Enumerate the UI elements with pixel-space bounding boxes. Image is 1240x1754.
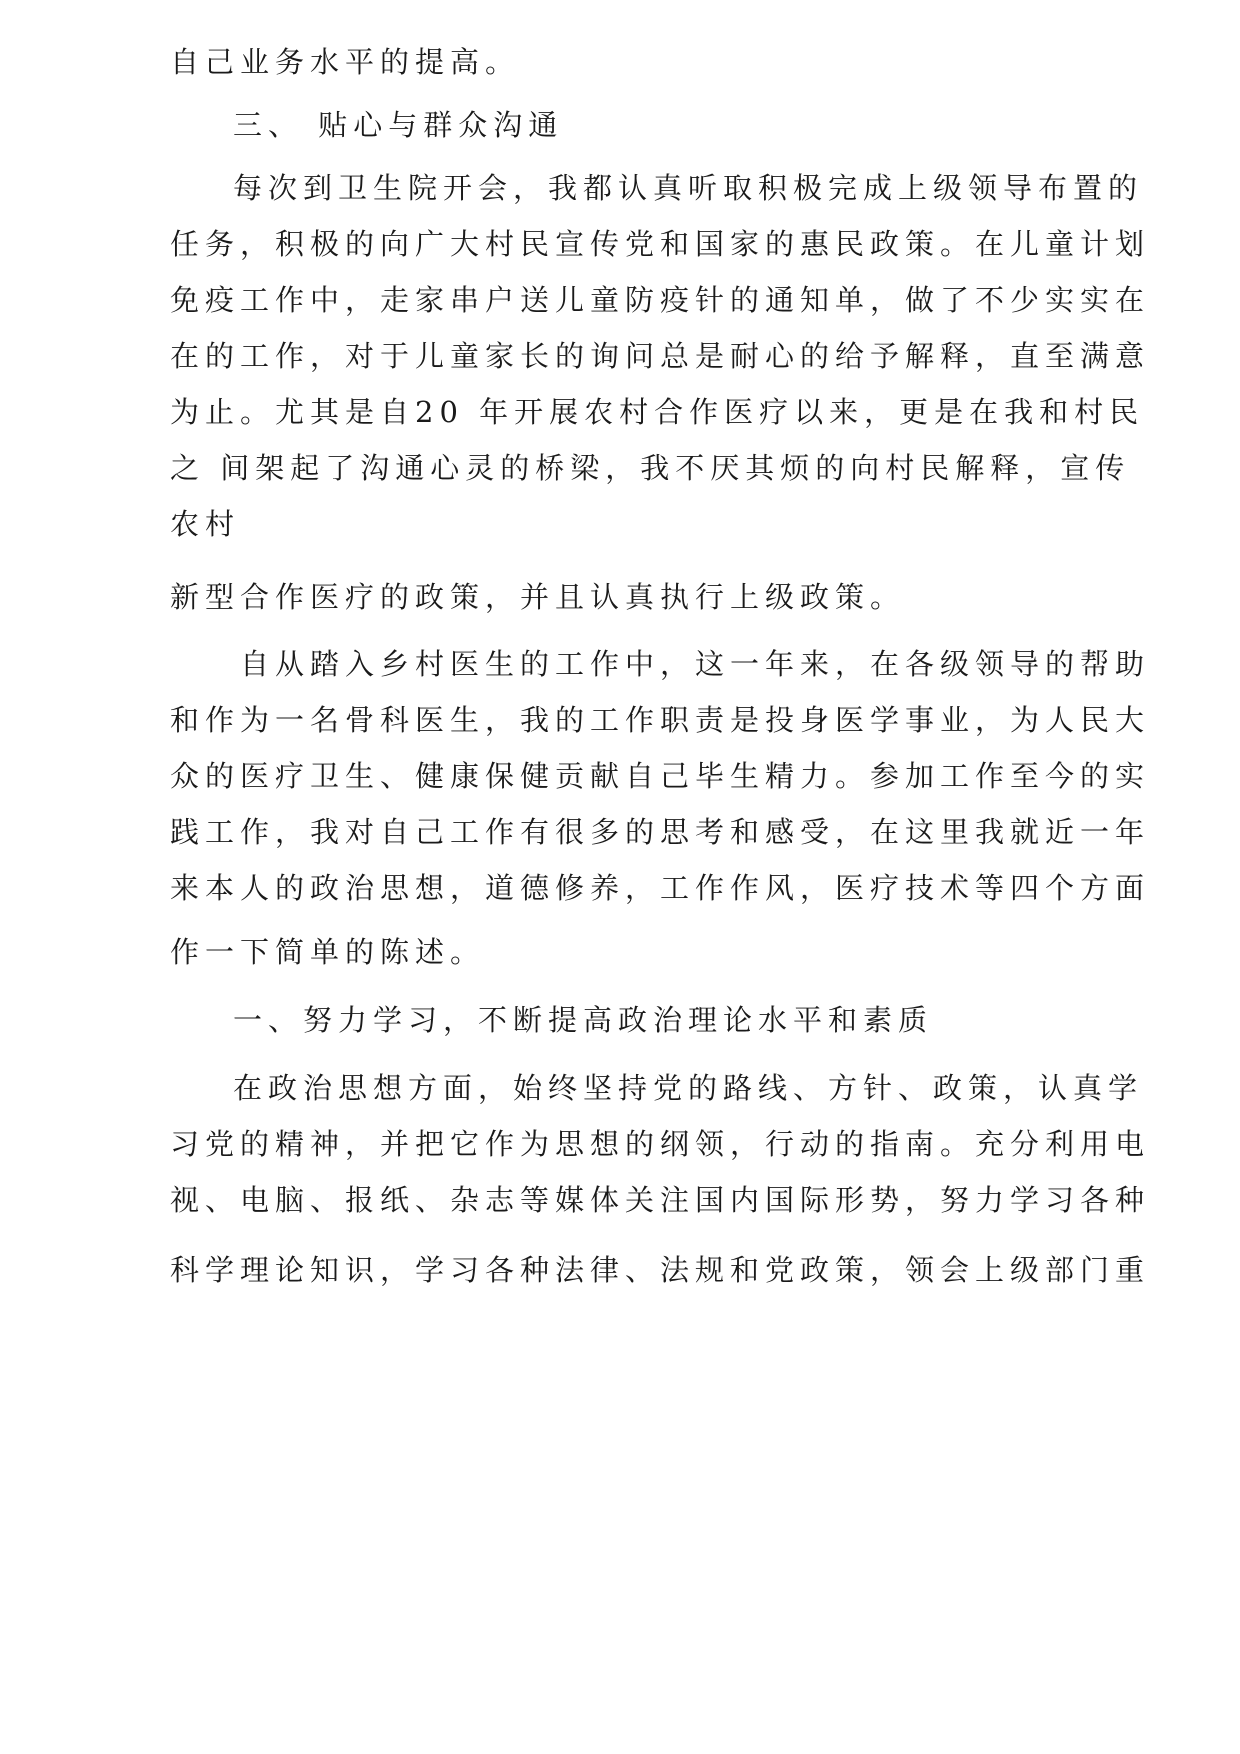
text-line: 新型合作医疗的政策，并且认真执行上级政策。 [170,580,906,614]
text-line: 农村 [170,507,241,541]
text-line: 践工作，我对自己工作有很多的思考和感受，在这里我就近一年 [170,815,1151,849]
text-line: 科学理论知识，学习各种法律、法规和党政策，领会上级部门重 [170,1253,1151,1287]
text-line: 免疫工作中，走家串户送儿童防疫针的通知单，做了不少实实在 [170,283,1151,317]
text-line: 众的医疗卫生、健康保健贡献自己毕生精力。参加工作至今的实 [170,759,1151,793]
text-line: 任务，积极的向广大村民宣传党和国家的惠民政策。在儿童计划 [170,227,1151,261]
text-line: 为止。尤其是自20 年开展农村合作医疗以来，更是在我和村民 [170,395,1145,429]
text-line: 之 间架起了沟通心灵的桥梁，我不厌其烦的向村民解释，宣传 [170,451,1131,485]
text-line: 和作为一名骨科医生，我的工作职责是投身医学事业，为人民大 [170,703,1151,737]
text-line: 在的工作，对于儿童家长的询问总是耐心的给予解释，直至满意 [170,339,1151,373]
text-line: 视、电脑、报纸、杂志等媒体关注国内国际形势，努力学习各种 [170,1183,1151,1217]
text-line: 自从踏入乡村医生的工作中，这一年来，在各级领导的帮助 [240,647,1151,681]
text-line: 来本人的政治思想，道德修养，工作作风，医疗技术等四个方面 [170,871,1151,905]
section-heading: 三、 贴心与群众沟通 [233,108,564,142]
text-line: 习党的精神，并把它作为思想的纲领，行动的指南。充分利用电 [170,1127,1151,1161]
text-line: 自己业务水平的提高。 [170,45,521,79]
text-line: 每次到卫生院开会，我都认真听取积极完成上级领导布置的 [233,171,1144,205]
section-heading: 一、努力学习，不断提高政治理论水平和素质 [233,1003,934,1037]
text-line: 在政治思想方面，始终坚持党的路线、方针、政策，认真学 [233,1071,1144,1105]
text-line: 作一下简单的陈述。 [170,935,486,969]
